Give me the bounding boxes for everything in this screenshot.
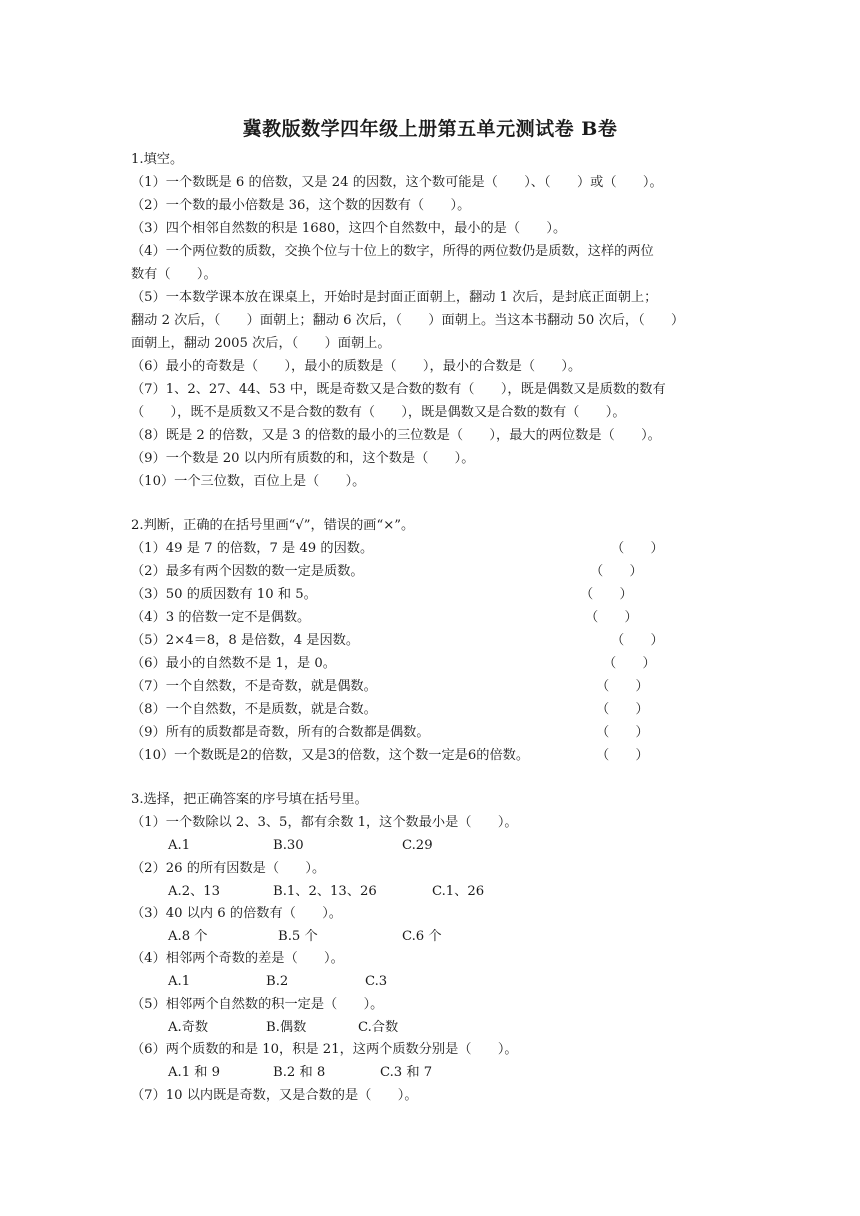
fill-line: 翻动 2 次后，（ ）面朝上；翻动 6 次后，（ ）面朝上。当这本书翻动 50 次后，（ ） <box>131 313 685 328</box>
choice-question: （3）40 以内 6 的倍数有（ ）。 <box>131 906 342 921</box>
choice-question: （1）一个数除以 2、3、5，都有余数 1，这个数最小是（ ）。 <box>131 815 518 830</box>
page-title: 冀教版数学四年级上册第五单元测试卷 B卷 <box>242 118 618 140</box>
choice-option: C.29 <box>402 838 433 853</box>
judge-item: （9）所有的质数都是奇数，所有的合数都是偶数。 <box>131 725 430 740</box>
choice-question: （6）两个质数的和是 10，积是 21，这两个质数分别是（ ）。 <box>131 1042 518 1057</box>
answer-parens: （ ） <box>603 656 656 671</box>
fill-line: （5）一本数学课本放在课桌上，开始时是封面正面朝上，翻动 1 次后，是封底正面朝上； <box>131 290 658 305</box>
judge-item: （5）2×4＝8，8 是倍数，4 是因数。 <box>131 633 360 648</box>
answer-parens: （ ） <box>596 679 649 694</box>
judge-item: （3）50 的质因数有 10 和 5。 <box>131 587 317 602</box>
answer-parens: （ ） <box>596 725 649 740</box>
section-1-heading: 1.填空。 <box>131 152 184 167</box>
answer-parens: （ ） <box>611 633 664 648</box>
fill-line: （7）1、2、27、44、53 中，既是奇数又是合数的数有（ ），既是偶数又是质数的数有 <box>131 382 666 397</box>
choice-option: A.奇数 <box>168 1020 209 1035</box>
choice-option: A.2、13 <box>168 884 221 899</box>
choice-option: A.1 <box>168 838 191 853</box>
fill-line: 数有（ ）。 <box>131 267 217 282</box>
fill-line: （6）最小的奇数是（ ），最小的质数是（ ），最小的合数是（ ）。 <box>131 359 582 374</box>
judge-item: （2）最多有两个因数的数一定是质数。 <box>131 564 364 579</box>
fill-line: （3）四个相邻自然数的积是 1680，这四个自然数中，最小的是（ ）。 <box>131 221 567 236</box>
fill-line: （ ），既不是质数又不是合数的数有（ ），既是偶数又是合数的数有（ ）。 <box>131 405 626 420</box>
choice-option: C.合数 <box>358 1020 399 1035</box>
choice-option: B.偶数 <box>266 1020 307 1035</box>
judge-item: （4）3 的倍数一定不是偶数。 <box>131 610 311 625</box>
choice-option: B.5 个 <box>278 929 318 944</box>
choice-option: C.3 <box>365 974 388 989</box>
judge-item: （6）最小的自然数不是 1，是 0。 <box>131 656 336 671</box>
choice-option: B.2 <box>266 974 289 989</box>
choice-question: （5）相邻两个自然数的积一定是（ ）。 <box>131 997 384 1012</box>
fill-line: （8）既是 2 的倍数，又是 3 的倍数的最小的三位数是（ ），最大的两位数是（ ）。 <box>131 428 661 443</box>
section-3-heading: 3.选择，把正确答案的序号填在括号里。 <box>131 792 368 807</box>
answer-parens: （ ） <box>596 748 649 763</box>
choice-question: （7）10 以内既是奇数，又是合数的是（ ）。 <box>131 1088 418 1103</box>
choice-option: C.3 和 7 <box>380 1065 433 1080</box>
judge-item: （1）49 是 7 的倍数，7 是 49 的因数。 <box>131 541 374 556</box>
choice-question: （4）相邻两个奇数的差是（ ）。 <box>131 951 344 966</box>
choice-question: （2）26 的所有因数是（ ）。 <box>131 861 326 876</box>
answer-parens: （ ） <box>596 702 649 717</box>
fill-line: （1）一个数既是 6 的倍数，又是 24 的因数，这个数可能是（ ）、（ ）或（ ）。 <box>131 175 663 190</box>
judge-item: （10）一个数既是2的倍数，又是3的倍数，这个数一定是6的倍数。 <box>131 748 530 763</box>
judge-item: （8）一个自然数，不是质数，就是合数。 <box>131 702 377 717</box>
fill-line: （9）一个数是 20 以内所有质数的和，这个数是（ ）。 <box>131 451 475 466</box>
choice-option: B.30 <box>273 838 304 853</box>
answer-parens: （ ） <box>580 587 633 602</box>
fill-line: （4）一个两位数的质数，交换个位与十位上的数字，所得的两位数仍是质数，这样的两位 <box>131 244 654 259</box>
fill-line: （10）一个三位数，百位上是（ ）。 <box>131 474 366 489</box>
answer-parens: （ ） <box>585 610 638 625</box>
answer-parens: （ ） <box>611 541 664 556</box>
choice-option: C.6 个 <box>402 929 442 944</box>
choice-option: A.1 和 9 <box>168 1065 221 1080</box>
fill-line: 面朝上，翻动 2005 次后，（ ）面朝上。 <box>131 336 391 351</box>
choice-option: B.1、2、13、26 <box>273 884 377 899</box>
judge-item: （7）一个自然数，不是奇数，就是偶数。 <box>131 679 377 694</box>
choice-option: A.1 <box>168 974 191 989</box>
answer-parens: （ ） <box>590 564 643 579</box>
choice-option: A.8 个 <box>168 929 208 944</box>
section-2-heading: 2.判断，正确的在括号里画“√”，错误的画“×”。 <box>131 518 415 533</box>
choice-option: C.1、26 <box>432 884 485 899</box>
fill-line: （2）一个数的最小倍数是 36，这个数的因数有（ ）。 <box>131 198 471 213</box>
choice-option: B.2 和 8 <box>273 1065 326 1080</box>
